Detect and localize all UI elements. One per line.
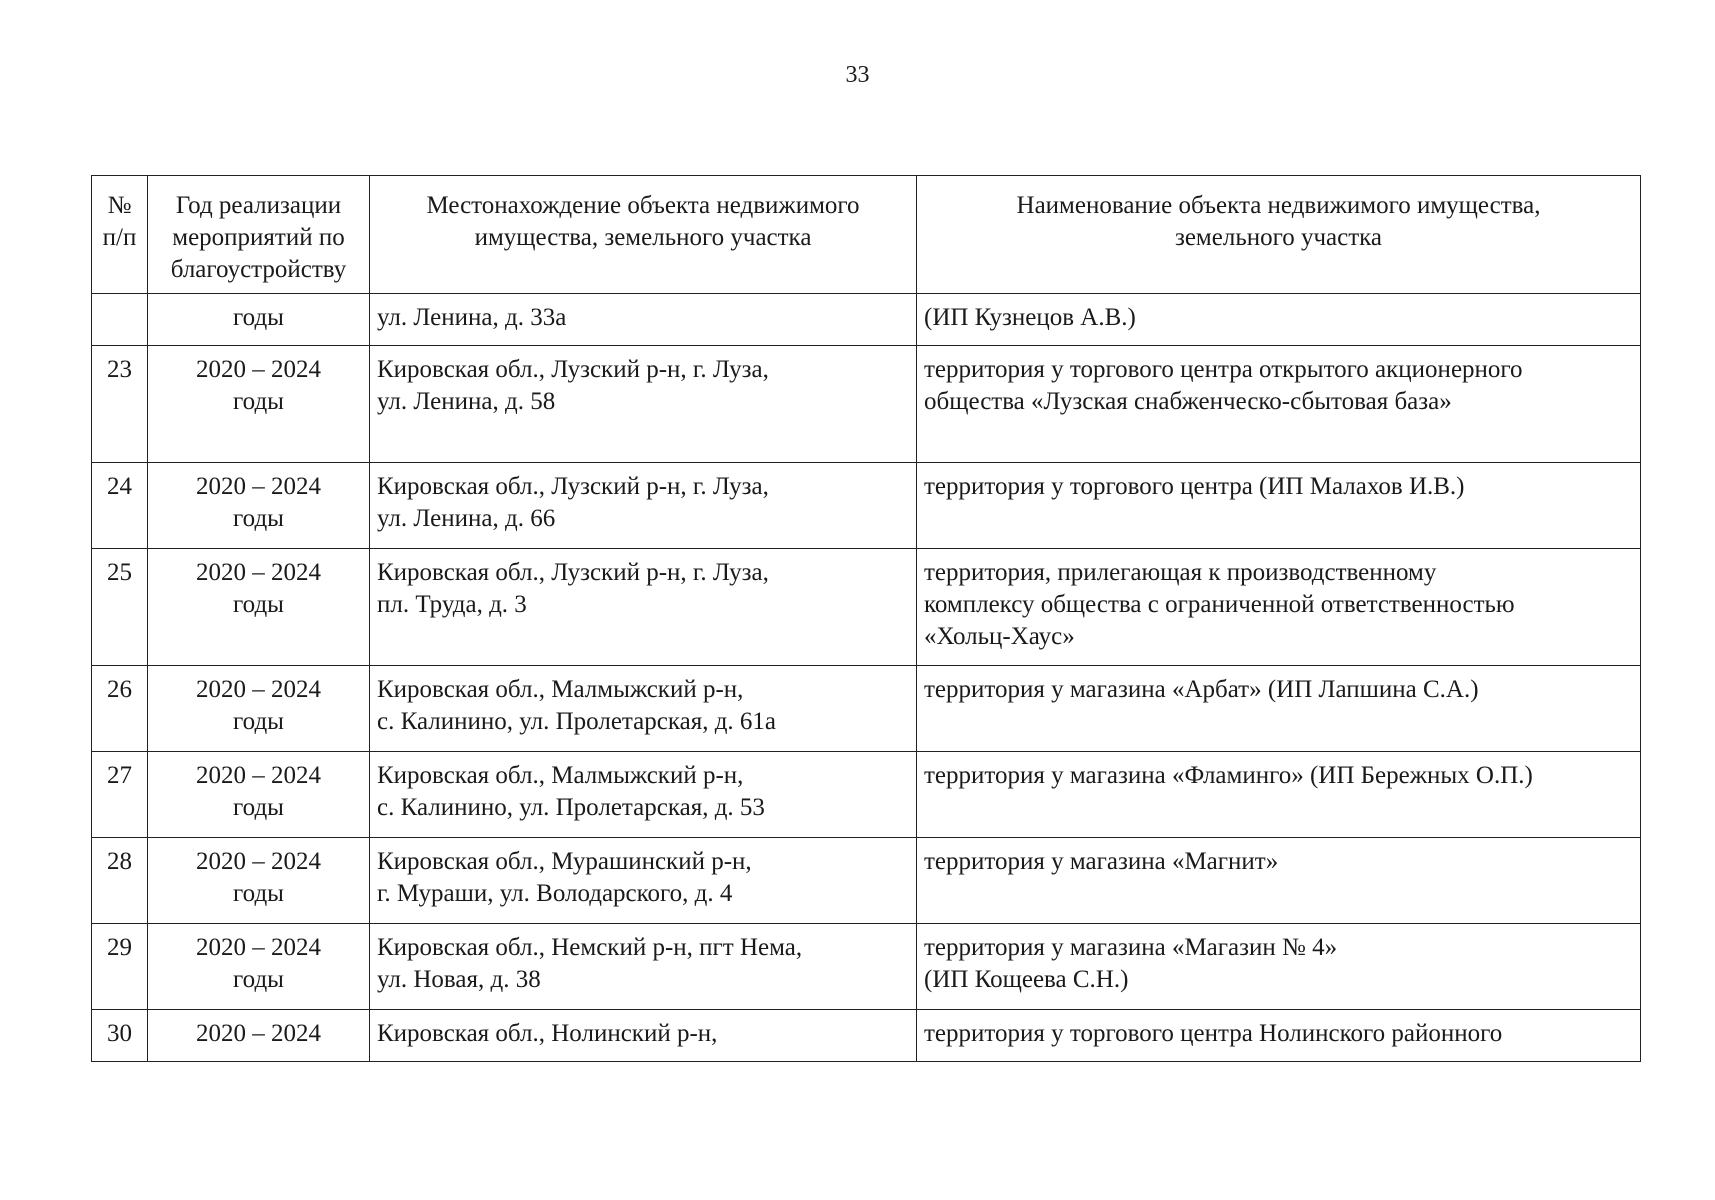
cell-num: 28 — [92, 838, 148, 924]
table-row — [92, 1010, 1641, 1062]
table-row — [92, 294, 1641, 346]
table-row — [92, 924, 1641, 1010]
header-num: № п/п — [92, 176, 148, 294]
property-table — [91, 175, 1641, 1062]
cell-year: 2020 – 2024 — [148, 1010, 370, 1062]
cell-location: Кировская обл., Лузский р-н, г. Луза, ул. Ленина, д. 58 — [370, 346, 917, 463]
cell-location: ул. Ленина, д. 33а — [370, 294, 917, 346]
cell-location: Кировская обл., Нолинский р-н, — [370, 1010, 917, 1062]
cell-location: Кировская обл., Малмыжский р-н, с. Калинино, ул. Пролетарская, д. 61а — [370, 666, 917, 752]
cell-num: 26 — [92, 666, 148, 752]
table-row — [92, 549, 1641, 666]
cell-num: 27 — [92, 752, 148, 838]
cell-num: 29 — [92, 924, 148, 1010]
cell-year: годы — [148, 294, 370, 346]
cell-name: территория у магазина «Арбат» (ИП Лапшина С.А.) — [917, 666, 1641, 752]
table-row — [92, 346, 1641, 463]
cell-location: Кировская обл., Малмыжский р-н, с. Калинино, ул. Пролетарская, д. 53 — [370, 752, 917, 838]
header-name: Наименование объекта недвижимого имущества, земельного участка — [917, 176, 1641, 294]
cell-name: территория, прилегающая к производственному комплексу общества с ограниченной ответственностью «Хольц-Хаус» — [917, 549, 1641, 666]
cell-location: Кировская обл., Лузский р-н, г. Луза, пл. Труда, д. 3 — [370, 549, 917, 666]
cell-location: Кировская обл., Немский р-н, пгт Нема, ул. Новая, д. 38 — [370, 924, 917, 1010]
cell-num — [92, 294, 148, 346]
table-row — [92, 463, 1641, 549]
cell-name: территория у торгового центра открытого акционерного общества «Лузская снабженческо-сбытовая база» — [917, 346, 1641, 463]
cell-name: территория у магазина «Фламинго» (ИП Бережных О.П.) — [917, 752, 1641, 838]
cell-year: 2020 – 2024 годы — [148, 838, 370, 924]
cell-name: территория у магазина «Магнит» — [917, 838, 1641, 924]
header-year: Год реализации мероприятий по благоустройству — [148, 176, 370, 294]
cell-num: 23 — [92, 346, 148, 463]
cell-year: 2020 – 2024 годы — [148, 666, 370, 752]
cell-name: территория у магазина «Магазин № 4» (ИП Кощеева С.Н.) — [917, 924, 1641, 1010]
cell-location: Кировская обл., Мурашинский р-н, г. Мураши, ул. Володарского, д. 4 — [370, 838, 917, 924]
cell-num: 24 — [92, 463, 148, 549]
cell-location: Кировская обл., Лузский р-н, г. Луза, ул. Ленина, д. 66 — [370, 463, 917, 549]
cell-name: (ИП Кузнецов А.В.) — [917, 294, 1641, 346]
cell-year: 2020 – 2024 годы — [148, 549, 370, 666]
page-number: 33 — [845, 62, 870, 88]
cell-year: 2020 – 2024 годы — [148, 924, 370, 1010]
table-header-row — [92, 176, 1641, 294]
table-row — [92, 666, 1641, 752]
cell-name: территория у торгового центра Нолинского районного — [917, 1010, 1641, 1062]
cell-year: 2020 – 2024 годы — [148, 752, 370, 838]
cell-num: 25 — [92, 549, 148, 666]
cell-year: 2020 – 2024 годы — [148, 463, 370, 549]
header-location: Местонахождение объекта недвижимого имущества, земельного участка — [370, 176, 917, 294]
table-row — [92, 752, 1641, 838]
cell-num: 30 — [92, 1010, 148, 1062]
table-row — [92, 838, 1641, 924]
cell-name: территория у торгового центра (ИП Малахов И.В.) — [917, 463, 1641, 549]
cell-year: 2020 – 2024 годы — [148, 346, 370, 463]
